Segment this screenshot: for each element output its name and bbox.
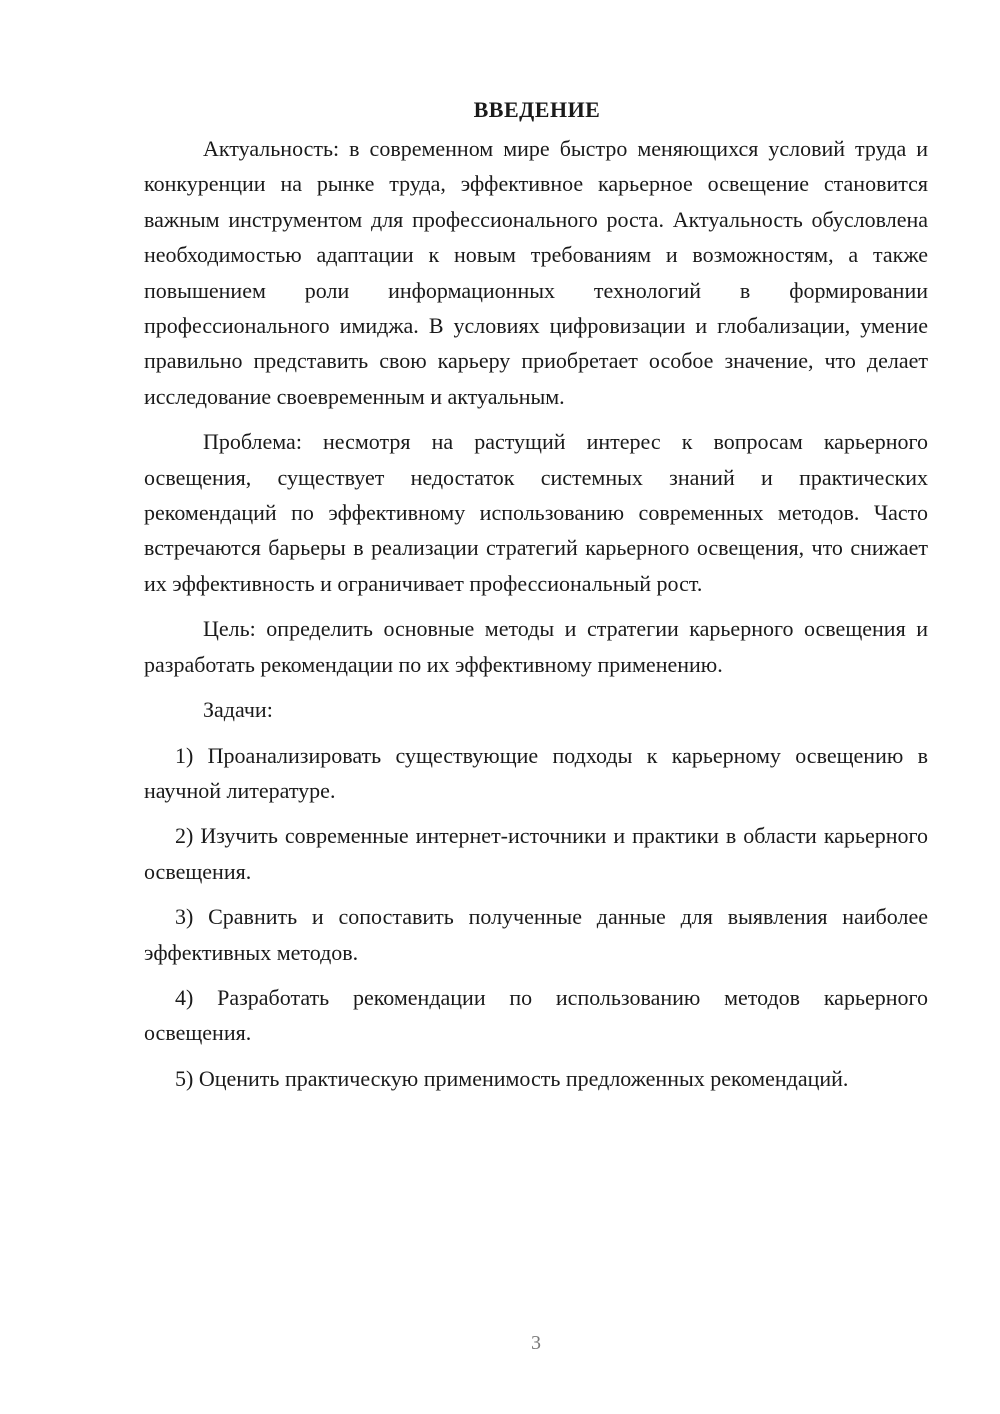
document-page	[144, 92, 928, 1096]
task-item-3: 3) Сравнить и сопоставить полученные данные для выявления наиболее эффективных методов.	[144, 904, 928, 965]
task-item-1: 1) Проанализировать существующие подходы к карьерному освещению в научной литературе.	[144, 742, 928, 803]
paragraph-goal: Цель: определить основные методы и стратегии карьерного освещения и разработать рекомендации по их эффективному применению.	[144, 616, 928, 677]
tasks-heading: Задачи:	[203, 697, 273, 723]
paragraph-relevance: Актуальность: в современном мире быстро меняющихся условий труда и конкуренции на рынке труда, эффективное карьерное освещение становится важным инструментом для профессионального роста. Актуальность обусловлена необходимостью адаптации к новым требованиям и возможностям, а также повышением роли информационных технологий в формировании профессионального имиджа. В условиях цифровизации и глобализации, умение правильно представить свою карьеру приобретает особое значение, что делает исследование своевременным и актуальным.	[144, 136, 928, 409]
task-item-5: 5) Оценить практическую применимость предложенных рекомендаций.	[175, 1065, 849, 1091]
paragraph-problem: Проблема: несмотря на растущий интерес к вопросам карьерного освещения, существует недостаток системных знаний и практических рекомендаций по эффективному использованию современных методов. Часто встречаются барьеры в реализации стратегий карьерного освещения, что снижает их эффективность и ограничивает профессиональный рост.	[144, 429, 928, 596]
task-item-2: 2) Изучить современные интернет-источники и практики в области карьерного освещения.	[144, 823, 928, 884]
page-number: 3	[531, 1332, 541, 1354]
section-title: ВВЕДЕНИЕ	[473, 97, 601, 122]
task-item-4: 4) Разработать рекомендации по использованию методов карьерного освещения.	[144, 984, 928, 1046]
